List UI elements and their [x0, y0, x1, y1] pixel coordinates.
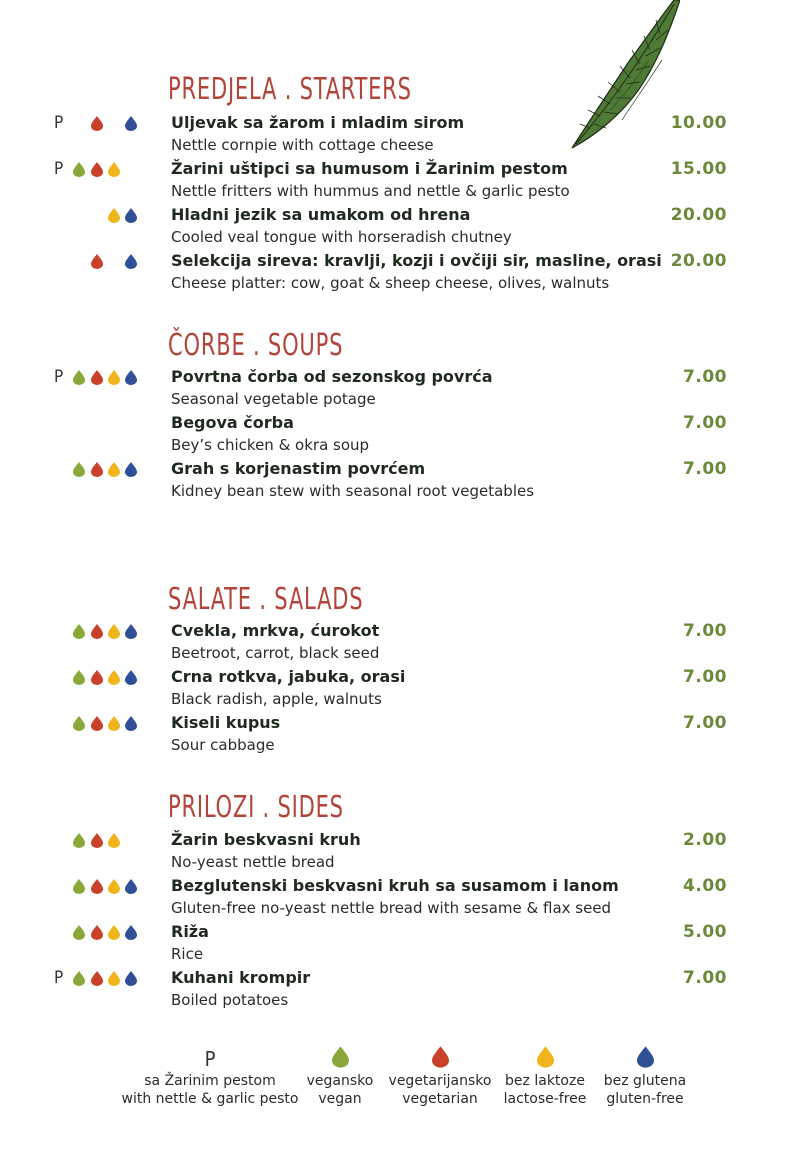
item-name: Žarin beskvasni kruh [171, 830, 361, 849]
vegetarian-drop-icon [432, 1046, 449, 1068]
legend-vegan [295, 1046, 385, 1108]
pesto-symbol: P [204, 1047, 216, 1071]
lactose-free-drop-icon [537, 1046, 554, 1068]
gluten-free-drop-icon [125, 370, 137, 385]
vegetarian-drop-icon [91, 716, 103, 731]
vegetarian-drop-icon [91, 370, 103, 385]
legend-label: vegan [318, 1091, 362, 1107]
section-title-salads: SALATE . SALADS [168, 582, 364, 617]
section-title-soups: ČORBE . SOUPS [168, 328, 344, 363]
gluten-free-drop-icon [125, 116, 137, 131]
item-name: Cvekla, mrkva, ćurokot [171, 621, 380, 640]
vegetarian-drop-icon [91, 116, 103, 131]
item-price: 7.00 [683, 621, 727, 641]
item-price: 7.00 [683, 968, 727, 988]
item-description: Bey’s chicken & okra soup [171, 436, 370, 454]
section-title-starters: PREDJELA . STARTERS [168, 72, 412, 107]
gluten-free-drop-icon [125, 925, 137, 940]
pesto-marker: P [54, 159, 64, 179]
legend-label: vegetarijansko [388, 1073, 492, 1089]
item-price: 4.00 [683, 876, 727, 896]
vegetarian-drop-icon [91, 624, 103, 639]
vegan-drop-icon [332, 1046, 349, 1068]
vegan-drop-icon [73, 879, 85, 894]
vegetarian-drop-icon [91, 879, 103, 894]
item-name: Kuhani krompir [171, 968, 311, 987]
legend-label: lactose-free [503, 1091, 587, 1107]
item-name: Žarini uštipci sa humusom i Žarinim pestom [171, 159, 568, 178]
menu-item [0, 413, 800, 459]
item-description: Beetroot, carrot, black seed [171, 644, 380, 662]
item-price: 7.00 [683, 413, 727, 433]
lactose-free-drop-icon [108, 162, 120, 177]
item-description: Seasonal vegetable potage [171, 390, 376, 408]
legend-label: bez glutena [603, 1073, 687, 1089]
vegetarian-drop-icon [91, 670, 103, 685]
gluten-free-drop-icon [125, 716, 137, 731]
item-description: Cheese platter: cow, goat & sheep cheese, olives, walnuts [171, 274, 610, 292]
item-price: 7.00 [683, 713, 727, 733]
vegan-drop-icon [73, 624, 85, 639]
item-name: Hladni jezik sa umakom od hrena [171, 205, 471, 224]
vegan-drop-icon [73, 670, 85, 685]
lactose-free-drop-icon [108, 670, 120, 685]
vegetarian-drop-icon [91, 833, 103, 848]
section-title-sides: PRILOZI . SIDES [168, 790, 344, 825]
item-description: No-yeast nettle bread [171, 853, 335, 871]
item-name: Crna rotkva, jabuka, orasi [171, 667, 406, 686]
item-description: Cooled veal tongue with horseradish chutney [171, 228, 512, 246]
menu-item [0, 159, 800, 205]
menu-item [0, 968, 800, 1014]
lactose-free-drop-icon [108, 716, 120, 731]
item-name: Uljevak sa žarom i mladim sirom [171, 113, 465, 132]
vegetarian-drop-icon [91, 971, 103, 986]
item-description: Nettle fritters with hummus and nettle & garlic pesto [171, 182, 570, 200]
vegan-drop-icon [73, 971, 85, 986]
lactose-free-drop-icon [108, 624, 120, 639]
legend-label: vegetarian [402, 1091, 478, 1107]
gluten-free-drop-icon [125, 254, 137, 269]
vegetarian-drop-icon [91, 462, 103, 477]
item-price: 20.00 [670, 251, 727, 271]
lactose-free-drop-icon [108, 462, 120, 477]
legend-vegetarian [385, 1046, 495, 1108]
vegetarian-drop-icon [91, 162, 103, 177]
pesto-marker: P [54, 968, 64, 988]
lactose-free-drop-icon [108, 971, 120, 986]
legend-label: gluten-free [606, 1091, 684, 1107]
item-price: 15.00 [670, 159, 727, 179]
menu-item [0, 876, 800, 922]
legend [0, 1046, 800, 1116]
gluten-free-drop-icon [125, 624, 137, 639]
menu-item [0, 667, 800, 713]
vegan-drop-icon [73, 925, 85, 940]
vegan-drop-icon [73, 833, 85, 848]
lactose-free-drop-icon [108, 833, 120, 848]
item-name: Riža [171, 922, 209, 941]
item-description: Sour cabbage [171, 736, 275, 754]
menu-item [0, 459, 800, 505]
item-description: Gluten-free no-yeast nettle bread with sesame & flax seed [171, 899, 612, 917]
item-price: 7.00 [683, 667, 727, 687]
menu-item [0, 205, 800, 251]
lactose-free-drop-icon [108, 370, 120, 385]
item-price: 7.00 [683, 459, 727, 479]
item-description: Kidney bean stew with seasonal root vegetables [171, 482, 535, 500]
lactose-free-drop-icon [108, 925, 120, 940]
item-name: Kiseli kupus [171, 713, 281, 732]
legend-gluten-free [595, 1046, 695, 1108]
menu-item [0, 113, 800, 159]
menu-item [0, 367, 800, 413]
legend-label: sa Žarinim pestom [144, 1073, 276, 1089]
item-description: Black radish, apple, walnuts [171, 690, 382, 708]
legend-label: bez laktoze [505, 1073, 585, 1089]
gluten-free-drop-icon [125, 462, 137, 477]
pesto-marker: P [54, 367, 64, 387]
pesto-marker: P [54, 113, 64, 133]
vegan-drop-icon [73, 370, 85, 385]
vegan-drop-icon [73, 162, 85, 177]
item-description: Rice [171, 945, 204, 963]
legend-label: with nettle & garlic pesto [121, 1091, 299, 1107]
item-description: Boiled potatoes [171, 991, 289, 1009]
item-price: 5.00 [683, 922, 727, 942]
item-name: Begova čorba [171, 413, 294, 432]
item-name: Povrtna čorba od sezonskog povrća [171, 367, 493, 386]
item-price: 10.00 [670, 113, 727, 133]
item-name: Selekcija sireva: kravlji, kozji i ovčiji sir, masline, orasi [171, 251, 662, 270]
item-price: 7.00 [683, 367, 727, 387]
item-price: 2.00 [683, 830, 727, 850]
menu-item [0, 251, 800, 297]
legend-label: vegansko [306, 1073, 374, 1089]
menu-item [0, 922, 800, 968]
vegetarian-drop-icon [91, 925, 103, 940]
vegan-drop-icon [73, 716, 85, 731]
vegetarian-drop-icon [91, 254, 103, 269]
vegan-drop-icon [73, 462, 85, 477]
item-price: 20.00 [670, 205, 727, 225]
lactose-free-drop-icon [108, 208, 120, 223]
item-name: Grah s korjenastim povrćem [171, 459, 426, 478]
gluten-free-drop-icon [125, 971, 137, 986]
item-description: Nettle cornpie with cottage cheese [171, 136, 434, 154]
gluten-free-drop-icon [125, 879, 137, 894]
menu-item [0, 830, 800, 876]
item-name: Bezglutenski beskvasni kruh sa susamom i lanom [171, 876, 619, 895]
menu-item [0, 713, 800, 759]
gluten-free-drop-icon [637, 1046, 654, 1068]
lactose-free-drop-icon [108, 879, 120, 894]
legend-lactose-free [495, 1046, 595, 1108]
legend-pesto [120, 1046, 300, 1108]
gluten-free-drop-icon [125, 208, 137, 223]
menu-item [0, 621, 800, 667]
gluten-free-drop-icon [125, 670, 137, 685]
